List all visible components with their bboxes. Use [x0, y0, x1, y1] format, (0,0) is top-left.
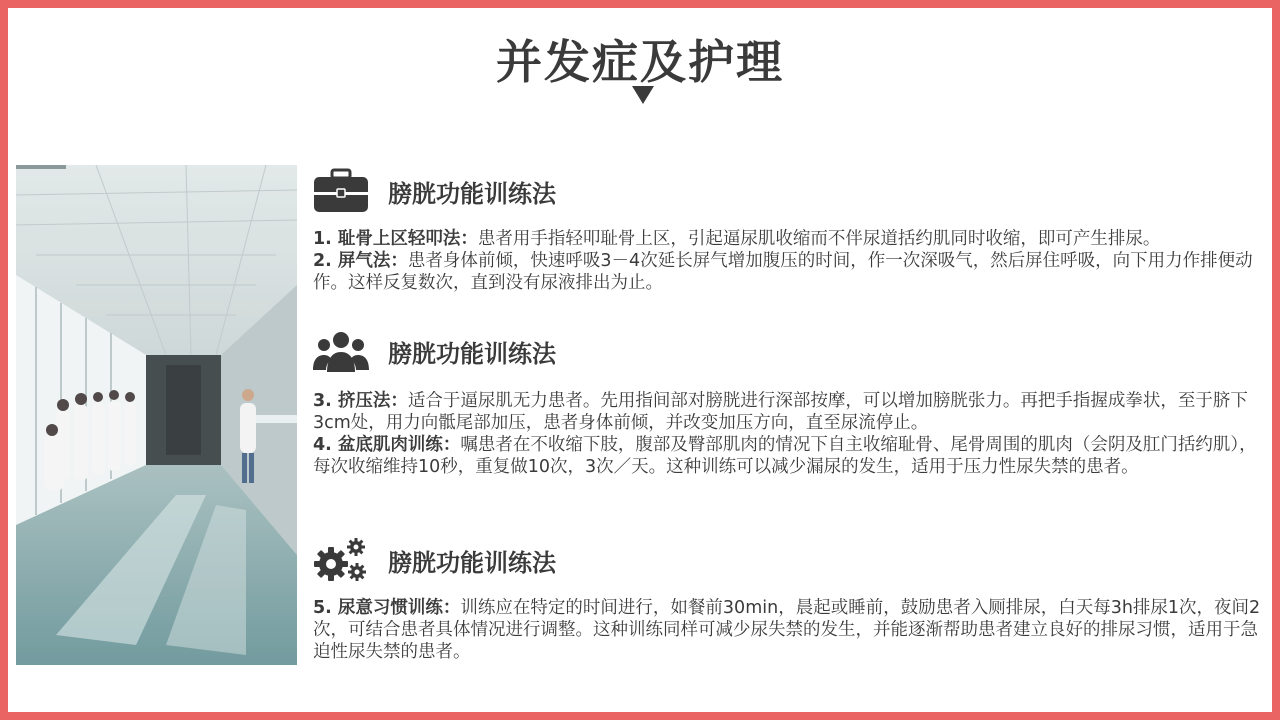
hospital-corridor-photo	[16, 165, 297, 665]
section-2-title: 膀胱功能训练法	[388, 340, 556, 368]
gears-icon	[313, 537, 369, 583]
section-2	[313, 326, 1268, 478]
section-1	[313, 166, 1268, 294]
down-triangle-icon	[632, 86, 654, 104]
section-3	[313, 535, 1268, 663]
page-title: 并发症及护理	[496, 35, 784, 89]
section-1-title: 膀胱功能训练法	[388, 180, 556, 208]
briefcase-icon	[313, 168, 369, 214]
list-item: 1. 耻骨上区轻叩法：患者用手指轻叩耻骨上区，引起逼尿肌收缩而不伴尿道括约肌同时收缩，即可产生排尿。	[313, 229, 1161, 249]
list-item: 4. 盆底肌肉训练：嘱患者在不收缩下肢，腹部及臀部肌肉的情况下自主收缩耻骨、尾骨周围的肌肉（会阴及肛门括约肌），每次收缩维持10秒，重复做10次，3次／天。这种训练可以减少漏尿的发生，适用于压力性尿失禁的患者。	[313, 435, 1257, 477]
section-3-title: 膀胱功能训练法	[388, 549, 556, 577]
users-group-icon	[313, 328, 369, 374]
list-item: 2. 屏气法：患者身体前倾，快速呼吸3－4次延长屏气增加腹压的时间，作一次深吸气，然后屏住呼吸，向下用力作排便动作。这样反复数次，直到没有尿液排出为止。	[313, 251, 1253, 293]
list-item: 5. 尿意习惯训练：训练应在特定的时间进行，如餐前30min，晨起或睡前，鼓励患者入厕排尿，白天每3h排尿1次，夜间2次，可结合患者具体情况进行调整。这种训练同样可减少尿失禁的发生，并能逐渐帮助患者建立良好的排尿习惯，适用于急迫性尿失禁的患者。	[313, 598, 1261, 662]
list-item: 3. 挤压法：适合于逼尿肌无力患者。先用指间部对膀胱进行深部按摩，可以增加膀胱张力。再把手指握成拳状，至于脐下3cm处，用力向骶尾部加压，患者身体前倾，并改变加压方向，直至尿流停止。	[313, 391, 1248, 433]
